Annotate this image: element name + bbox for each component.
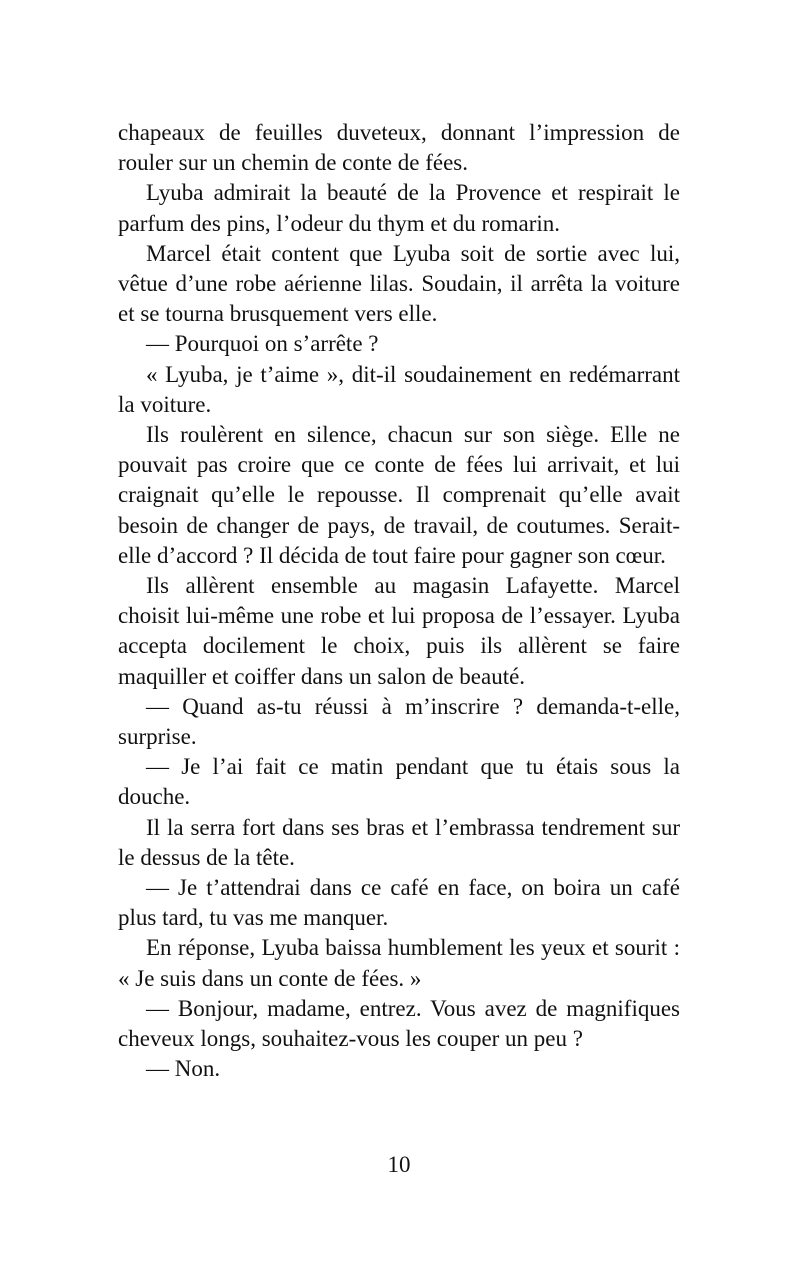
dialogue-line: — Bonjour, madame, entrez. Vous avez de magnifiques cheveux longs, souhaitez-vous les couper un peu ? — [118, 995, 680, 1052]
paragraph: Ils allèrent ensemble au magasin Lafayette. Marcel choisit lui-même une robe et lui proposa de l’essayer. Lyuba accepta docilement le choix, puis ils allèrent se faire maquiller et coiffer dans un salon de beauté. — [118, 573, 680, 689]
dialogue-line: — Non. — [146, 1056, 221, 1082]
paragraph: chapeaux de feuilles duveteux, donnant l’impression de rouler sur un chemin de conte de fées. — [118, 120, 680, 176]
dialogue-line: — Je l’ai fait ce matin pendant que tu étais sous la douche. — [118, 754, 680, 810]
body-text — [118, 118, 680, 1085]
dialogue-line: — Quand as-tu réussi à m’inscrire ? demanda-t-elle, surprise. — [118, 693, 680, 750]
dialogue-line: — Pourquoi on s’arrête ? — [146, 331, 379, 357]
paragraph: Lyuba admirait la beauté de la Provence et respirait le parfum des pins, l’odeur du thym et du romarin. — [118, 180, 680, 236]
paragraph: Marcel était content que Lyuba soit de sortie avec lui, vêtue d’une robe aérienne lilas. Soudain, il arrêta la voiture et se tourna brusquement vers elle. — [118, 240, 680, 327]
paragraph: Il la serra fort dans ses bras et l’embrassa tendrement sur le dessus de la tête. — [118, 814, 680, 870]
paragraph: Ils roulèrent en silence, chacun sur son siège. Elle ne pouvait pas croire que ce conte de fées lui arrivait, et lui craignait qu’elle le repousse. Il comprenait qu’elle avait besoin de changer de pays, de travail, de coutumes. Serait-elle d’accord ? Il décida de tout faire pour gagner son cœur. — [118, 422, 680, 568]
paragraph: « Lyuba, je t’aime », dit-il soudainement en redémarrant la voiture. — [118, 361, 680, 417]
dialogue-line: — Je t’attendrai dans ce café en face, on boira un café plus tard, tu vas me manquer. — [118, 875, 680, 931]
page-number: 10 — [387, 1152, 411, 1177]
paragraph: En réponse, Lyuba baissa humblement les yeux et sourit : « Je suis dans un conte de fées. » — [118, 935, 680, 991]
